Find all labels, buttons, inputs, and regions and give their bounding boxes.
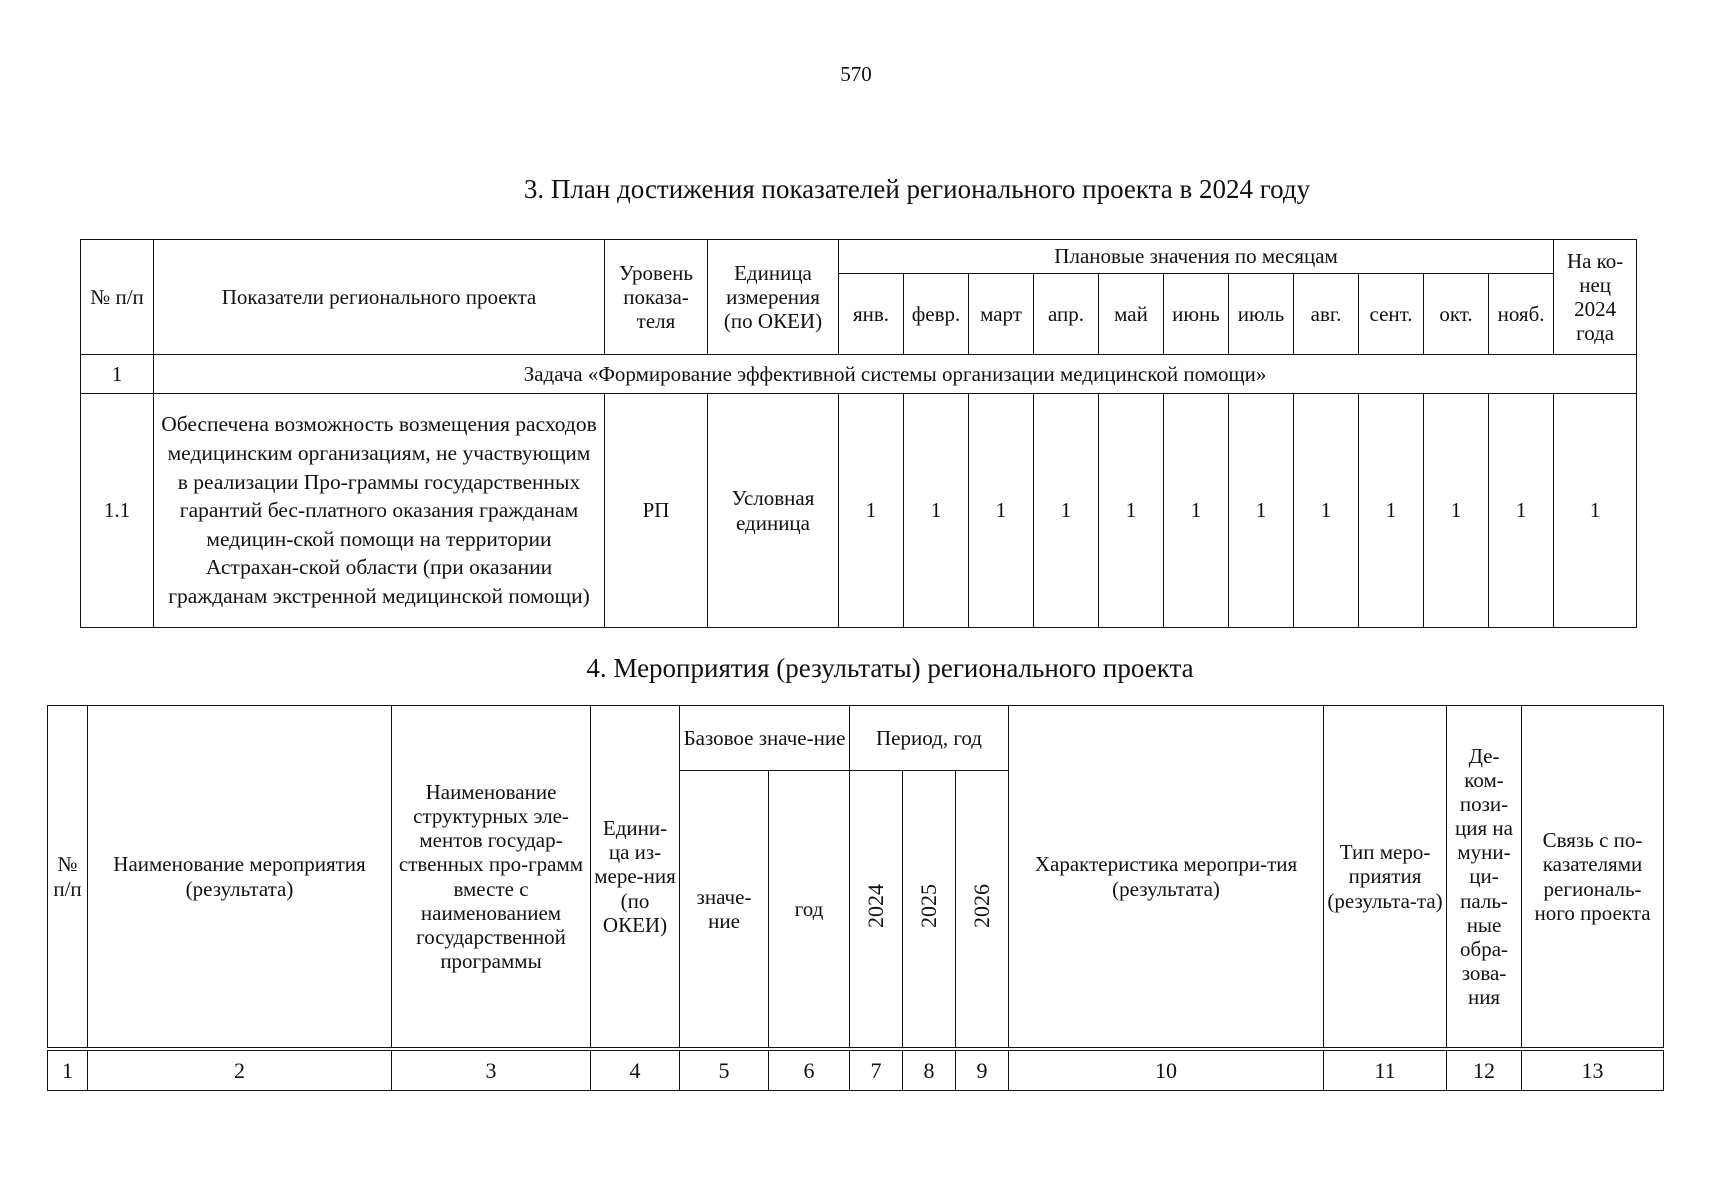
column-number: 4 — [591, 1049, 680, 1091]
column-number: 11 — [1324, 1049, 1447, 1091]
month-header: янв. — [839, 274, 904, 355]
column-number: 6 — [769, 1049, 850, 1091]
table3-header-row-1 — [81, 240, 1637, 274]
column-numbers-row — [48, 1049, 1664, 1091]
header-period: Период, год — [850, 706, 1009, 771]
indicator-row — [81, 394, 1637, 628]
header-year-end: На ко-нец 2024 года — [1554, 240, 1637, 355]
column-number: 7 — [850, 1049, 903, 1091]
header-measure-name: Наименование мероприятия (результата) — [88, 706, 392, 1050]
header-monthly-values: Плановые значения по месяцам — [839, 240, 1554, 274]
header-level: Уровень показа-теля — [605, 240, 708, 355]
month-header: май — [1099, 274, 1164, 355]
section-3-heading: 3. План достижения показателей регионального проекта в 2024 году — [523, 174, 1311, 204]
month-header: март — [969, 274, 1034, 355]
column-number: 5 — [680, 1049, 769, 1091]
monthly-value: 1 — [1099, 394, 1164, 628]
header-indicator: Показатели регионального проекта — [154, 240, 605, 355]
section-4-heading: 4. Мероприятия (результаты) регионального проекта — [586, 653, 1194, 683]
monthly-value: 1 — [839, 394, 904, 628]
indicator-num: 1.1 — [81, 394, 154, 628]
task-text: Задача «Формирование эффективной системы организации медицинской помощи» — [154, 355, 1637, 394]
indicator-name: Обеспечена возможность возмещения расходов медицинским организациям, не участвующим в реализации Про-граммы государственных гарантий бес-платного оказания гражданам медицин-ской помощи на территории Астрахан-ской области (при оказании гражданам экстренной медицинской помощи) — [154, 394, 605, 628]
month-header: июль — [1229, 274, 1294, 355]
monthly-value: 1 — [1164, 394, 1229, 628]
indicator-level: РП — [605, 394, 708, 628]
year-label: 2025 — [916, 884, 942, 929]
year-label: 2024 — [863, 884, 889, 929]
monthly-value: 1 — [1034, 394, 1099, 628]
year-end-value: 1 — [1554, 394, 1637, 628]
header-year-2025 — [903, 771, 956, 1050]
header-decomposition: Де-ком-пози-ция на муни-ци-паль-ные обра-зова-ния — [1447, 706, 1522, 1050]
indicator-unit: Условная единица — [708, 394, 839, 628]
column-number: 3 — [392, 1049, 591, 1091]
header-structural-elements: Наименование структурных эле-ментов государ-ственных про-грамм вместе с наименованием государственной программы — [392, 706, 591, 1050]
month-header: июнь — [1164, 274, 1229, 355]
monthly-value: 1 — [1424, 394, 1489, 628]
header-num: № п/п — [81, 240, 154, 355]
column-number: 1 — [48, 1049, 88, 1091]
header-measure-type: Тип меро-приятия (результа-та) — [1324, 706, 1447, 1050]
header-num: № п/п — [48, 706, 88, 1050]
task-row — [81, 355, 1637, 394]
column-number: 10 — [1009, 1049, 1324, 1091]
indicators-plan-table — [80, 239, 1637, 628]
month-header: нояб. — [1489, 274, 1554, 355]
header-year-2024 — [850, 771, 903, 1050]
header-characteristic: Характеристика меропри-тия (результата) — [1009, 706, 1324, 1050]
header-base-value: Базовое значе-ние — [680, 706, 850, 771]
month-header: апр. — [1034, 274, 1099, 355]
header-unit: Едини-ца из-мере-ния (по ОКЕИ) — [591, 706, 680, 1050]
month-header: сент. — [1359, 274, 1424, 355]
header-indicator-link: Связь с по-казателями региональ-ного проекта — [1522, 706, 1664, 1050]
measures-table — [47, 705, 1664, 1091]
task-num: 1 — [81, 355, 154, 394]
month-header: февр. — [904, 274, 969, 355]
monthly-value: 1 — [904, 394, 969, 628]
table4-header-row-1 — [48, 706, 1664, 771]
header-base-val: значе-ние — [680, 771, 769, 1050]
monthly-value: 1 — [1294, 394, 1359, 628]
year-label: 2026 — [969, 884, 995, 929]
header-year-2026 — [956, 771, 1009, 1050]
monthly-value: 1 — [1489, 394, 1554, 628]
monthly-value: 1 — [1229, 394, 1294, 628]
header-base-year: год — [769, 771, 850, 1050]
monthly-value: 1 — [969, 394, 1034, 628]
header-unit: Единица измерения (по ОКЕИ) — [708, 240, 839, 355]
column-number: 13 — [1522, 1049, 1664, 1091]
month-header: авг. — [1294, 274, 1359, 355]
monthly-value: 1 — [1359, 394, 1424, 628]
column-number: 12 — [1447, 1049, 1522, 1091]
column-number: 8 — [903, 1049, 956, 1091]
column-number: 2 — [88, 1049, 392, 1091]
month-header: окт. — [1424, 274, 1489, 355]
column-number: 9 — [956, 1049, 1009, 1091]
page-number: 570 — [840, 62, 872, 86]
